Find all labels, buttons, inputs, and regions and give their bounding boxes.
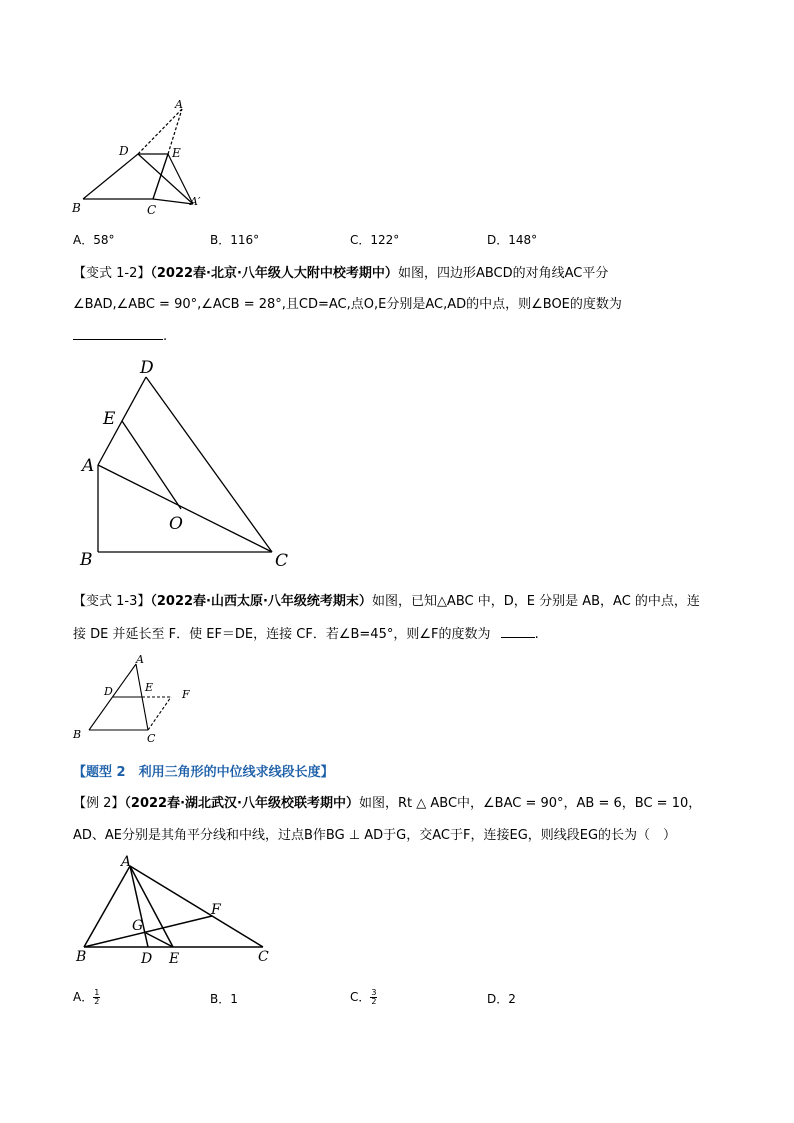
- option-a[interactable]: A．58°: [73, 233, 115, 247]
- fig2-label-c: C: [275, 551, 289, 571]
- fig4-label-e: E: [169, 951, 180, 967]
- fig1-e-c: [153, 154, 168, 199]
- fig2-eo: [122, 421, 181, 509]
- figure-right-triangle-abc: [70, 848, 290, 970]
- fig1-ca-prime: [153, 199, 193, 204]
- ex2-option-a[interactable]: A． $\frac{1}{2}$: [73, 988, 100, 1006]
- fig1-label-c: C: [147, 203, 157, 217]
- fraction-three-halves: $\frac{3}{2}$: [371, 988, 377, 1006]
- ex2-tag: 【例 2】: [73, 796, 125, 811]
- fig3-label-b: B: [73, 728, 82, 741]
- fig3-label-f: F: [182, 688, 190, 701]
- figure-quadrilateral-abcd: [70, 352, 310, 572]
- q12-tag: 【变式 1-2】: [73, 266, 151, 281]
- q12-line1: [73, 262, 608, 281]
- fig4-bf: [84, 916, 212, 947]
- fig4-label-b: B: [76, 949, 87, 965]
- fig3-cf-dashed: [148, 697, 171, 730]
- section-heading-type2: 【题型 2 利用三角形的中位线求线段长度】: [73, 765, 334, 780]
- fig2-dc: [146, 377, 272, 552]
- option-c[interactable]: C．122°: [350, 233, 400, 247]
- q13-tag: 【变式 1-3】: [73, 594, 151, 609]
- ex2-line2: AD、AE分别是其角平分线和中线，过点B作BG ⊥ AD于G，交AC于F，连接EG，则线段EG的长为（ ）: [73, 828, 677, 843]
- ex2-source: （2022春·湖北武汉·八年级校联考期中）: [124, 796, 359, 811]
- fig1-label-a-prime: A′: [190, 195, 201, 208]
- fig3-label-c: C: [147, 732, 156, 745]
- fig2-label-b: B: [80, 550, 93, 570]
- fraction-one-half: $\frac{1}{2}$: [94, 988, 100, 1006]
- fig1-label-d: D: [119, 144, 129, 158]
- ex2-text1: 如图，Rt △ ABC中，∠BAC = 90°，AB = 6，BC = 10，: [358, 796, 702, 811]
- q12-text1: 如图，四边形ABCD的对角线AC平分: [397, 266, 609, 281]
- fig2-label-o: O: [169, 514, 183, 534]
- fig1-label-e: E: [172, 146, 181, 160]
- fig4-label-f: F: [211, 902, 221, 918]
- fig2-label-e: E: [103, 409, 116, 429]
- q12-answer-blank[interactable]: [73, 326, 163, 340]
- fig3-label-d: D: [104, 685, 113, 698]
- figure-fold-triangle: [60, 92, 220, 222]
- q13-line1: [73, 590, 700, 609]
- fig3-label-e: E: [145, 681, 154, 694]
- q12-line2: ∠BAD,∠ABC = 90°,∠ACB = 28°,且CD=AC,点O,E分别是AC,AD的中点，则∠BOE的度数为: [73, 297, 622, 312]
- fig4-ab: [84, 866, 130, 947]
- q13-answer-blank[interactable]: [501, 624, 535, 638]
- q13-line2: 接 DE 并延长至 F．使 EF＝DE，连接 CF．若∠B=45°，则∠F的度数为 .: [73, 623, 539, 642]
- option-d[interactable]: D．148°: [487, 233, 538, 247]
- fig4-label-a: A: [121, 854, 132, 870]
- q12-source: （2022春·北京·八年级人大附中校考期中）: [150, 266, 398, 281]
- ex2-option-d[interactable]: D．2: [487, 992, 516, 1006]
- fig2-label-d: D: [140, 358, 154, 378]
- fig1-label-a: A: [175, 98, 183, 111]
- q12-line3: .: [73, 326, 167, 344]
- figure-triangle-midline: [66, 650, 206, 746]
- fig4-label-g: G: [132, 918, 144, 934]
- fig4-label-c: C: [258, 949, 269, 965]
- fig2-label-a: A: [82, 456, 95, 476]
- ex2-line1: [73, 792, 701, 811]
- fig4-label-d: D: [141, 951, 153, 967]
- fig2-ac: [98, 465, 272, 552]
- fig3-label-a: A: [136, 653, 144, 666]
- ex2-option-c[interactable]: C． $\frac{3}{2}$: [350, 988, 377, 1006]
- option-b[interactable]: B．116°: [210, 233, 260, 247]
- q13-text1: 如图，已知△ABC 中，D，E 分别是 AB，AC 的中点，连: [371, 594, 700, 609]
- ex2-option-b[interactable]: B．1: [210, 992, 238, 1006]
- q13-source: （2022春·山西太原·八年级统考期末）: [150, 594, 372, 609]
- fig1-label-b: B: [72, 201, 81, 215]
